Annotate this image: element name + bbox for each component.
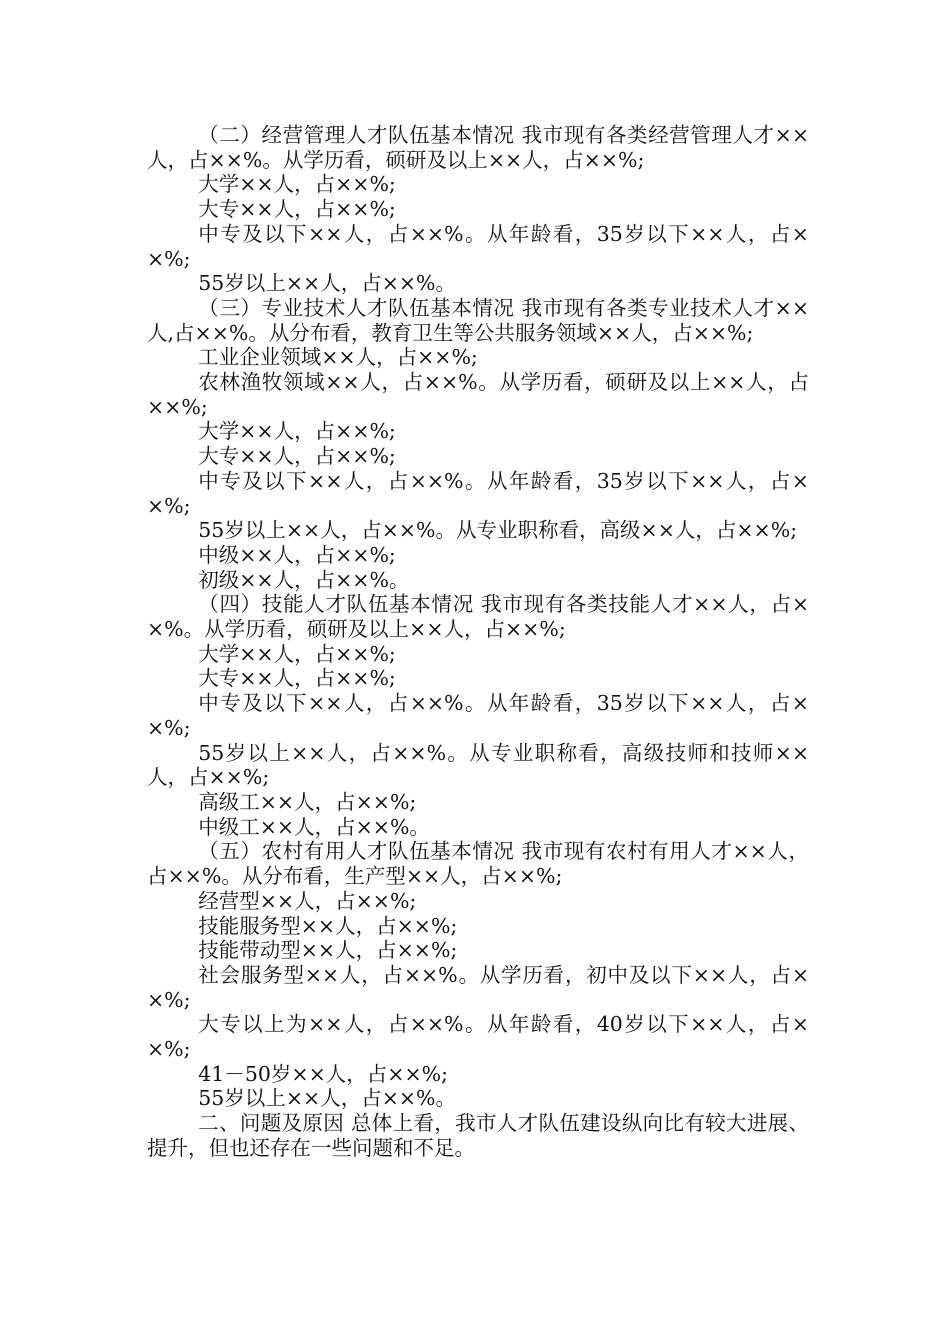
- paragraph: 工业企业领域××人，占××%;: [198, 345, 478, 370]
- paragraph: 55岁以上××人，占××%。从专业职称看，高级××人，占××%;: [198, 518, 798, 543]
- paragraph: 大专以上为××人，占××%。从年龄看，40岁以下××人，占××%;: [147, 1012, 809, 1062]
- paragraph-professional-tech-heading: （三）专业技术人才队伍基本情况 我市现有各类专业技术人才××人,占××%。从分布看，教育卫生等公共服务领域××人，占××%;: [147, 295, 809, 345]
- paragraph: 大学××人，占××%;: [198, 172, 396, 197]
- paragraph: 中级××人，占××%;: [198, 542, 396, 567]
- paragraph: 大专××人，占××%;: [198, 197, 396, 222]
- paragraph: 大学××人，占××%;: [198, 641, 396, 666]
- document-body: [147, 123, 809, 1161]
- paragraph: 大专××人，占××%;: [198, 444, 396, 469]
- paragraph-problems-heading: 二、问题及原因 总体上看，我市人才队伍建设纵向比有较大进展、提升，但也还存在一些问题和不足。: [147, 1111, 809, 1160]
- paragraph: 55岁以上××人，占××%。: [198, 1086, 457, 1111]
- paragraph: 经营型××人，占××%;: [198, 888, 417, 913]
- paragraph: 41－50岁××人，占××%;: [198, 1061, 449, 1086]
- paragraph: 55岁以上××人，占××%。: [198, 271, 457, 296]
- paragraph-business-management-heading: （二）经营管理人才队伍基本情况 我市现有各类经营管理人才××人，占××%。从学历看，硕研及以上××人，占××%;: [147, 123, 809, 172]
- paragraph: 技能服务型××人，占××%;: [198, 913, 458, 938]
- paragraph: 中级工××人，占××%。: [198, 814, 430, 839]
- paragraph-skilled-talent-heading: （四）技能人才队伍基本情况 我市现有各类技能人才××人，占××%。从学历看，硕研及以上××人，占××%;: [147, 592, 809, 642]
- paragraph: 大专××人，占××%;: [198, 666, 396, 691]
- paragraph: 初级××人，占××%。: [198, 567, 410, 592]
- paragraph: 中专及以下××人，占××%。从年龄看，35岁以下××人，占××%;: [147, 468, 809, 518]
- paragraph: 55岁以上××人，占××%。从专业职称看，高级技师和技师××人，占××%;: [147, 740, 809, 790]
- paragraph: 农林渔牧领域××人，占××%。从学历看，硕研及以上××人，占××%;: [147, 370, 809, 419]
- paragraph: 中专及以下××人，占××%。从年龄看，35岁以下××人，占××%;: [147, 221, 809, 271]
- paragraph: 大学××人，占××%;: [198, 419, 396, 444]
- paragraph: 技能带动型××人，占××%;: [198, 938, 458, 963]
- paragraph-rural-talent-heading: （五）农村有用人才队伍基本情况 我市现有农村有用人才××人，占××%。从分布看，生产型××人，占××%;: [147, 839, 809, 889]
- paragraph: 中专及以下××人，占××%。从年龄看，35岁以下××人，占××%;: [147, 691, 809, 740]
- paragraph: 高级工××人，占××%;: [198, 789, 417, 814]
- paragraph: 社会服务型××人，占××%。从学历看，初中及以下××人，占××%;: [147, 962, 809, 1012]
